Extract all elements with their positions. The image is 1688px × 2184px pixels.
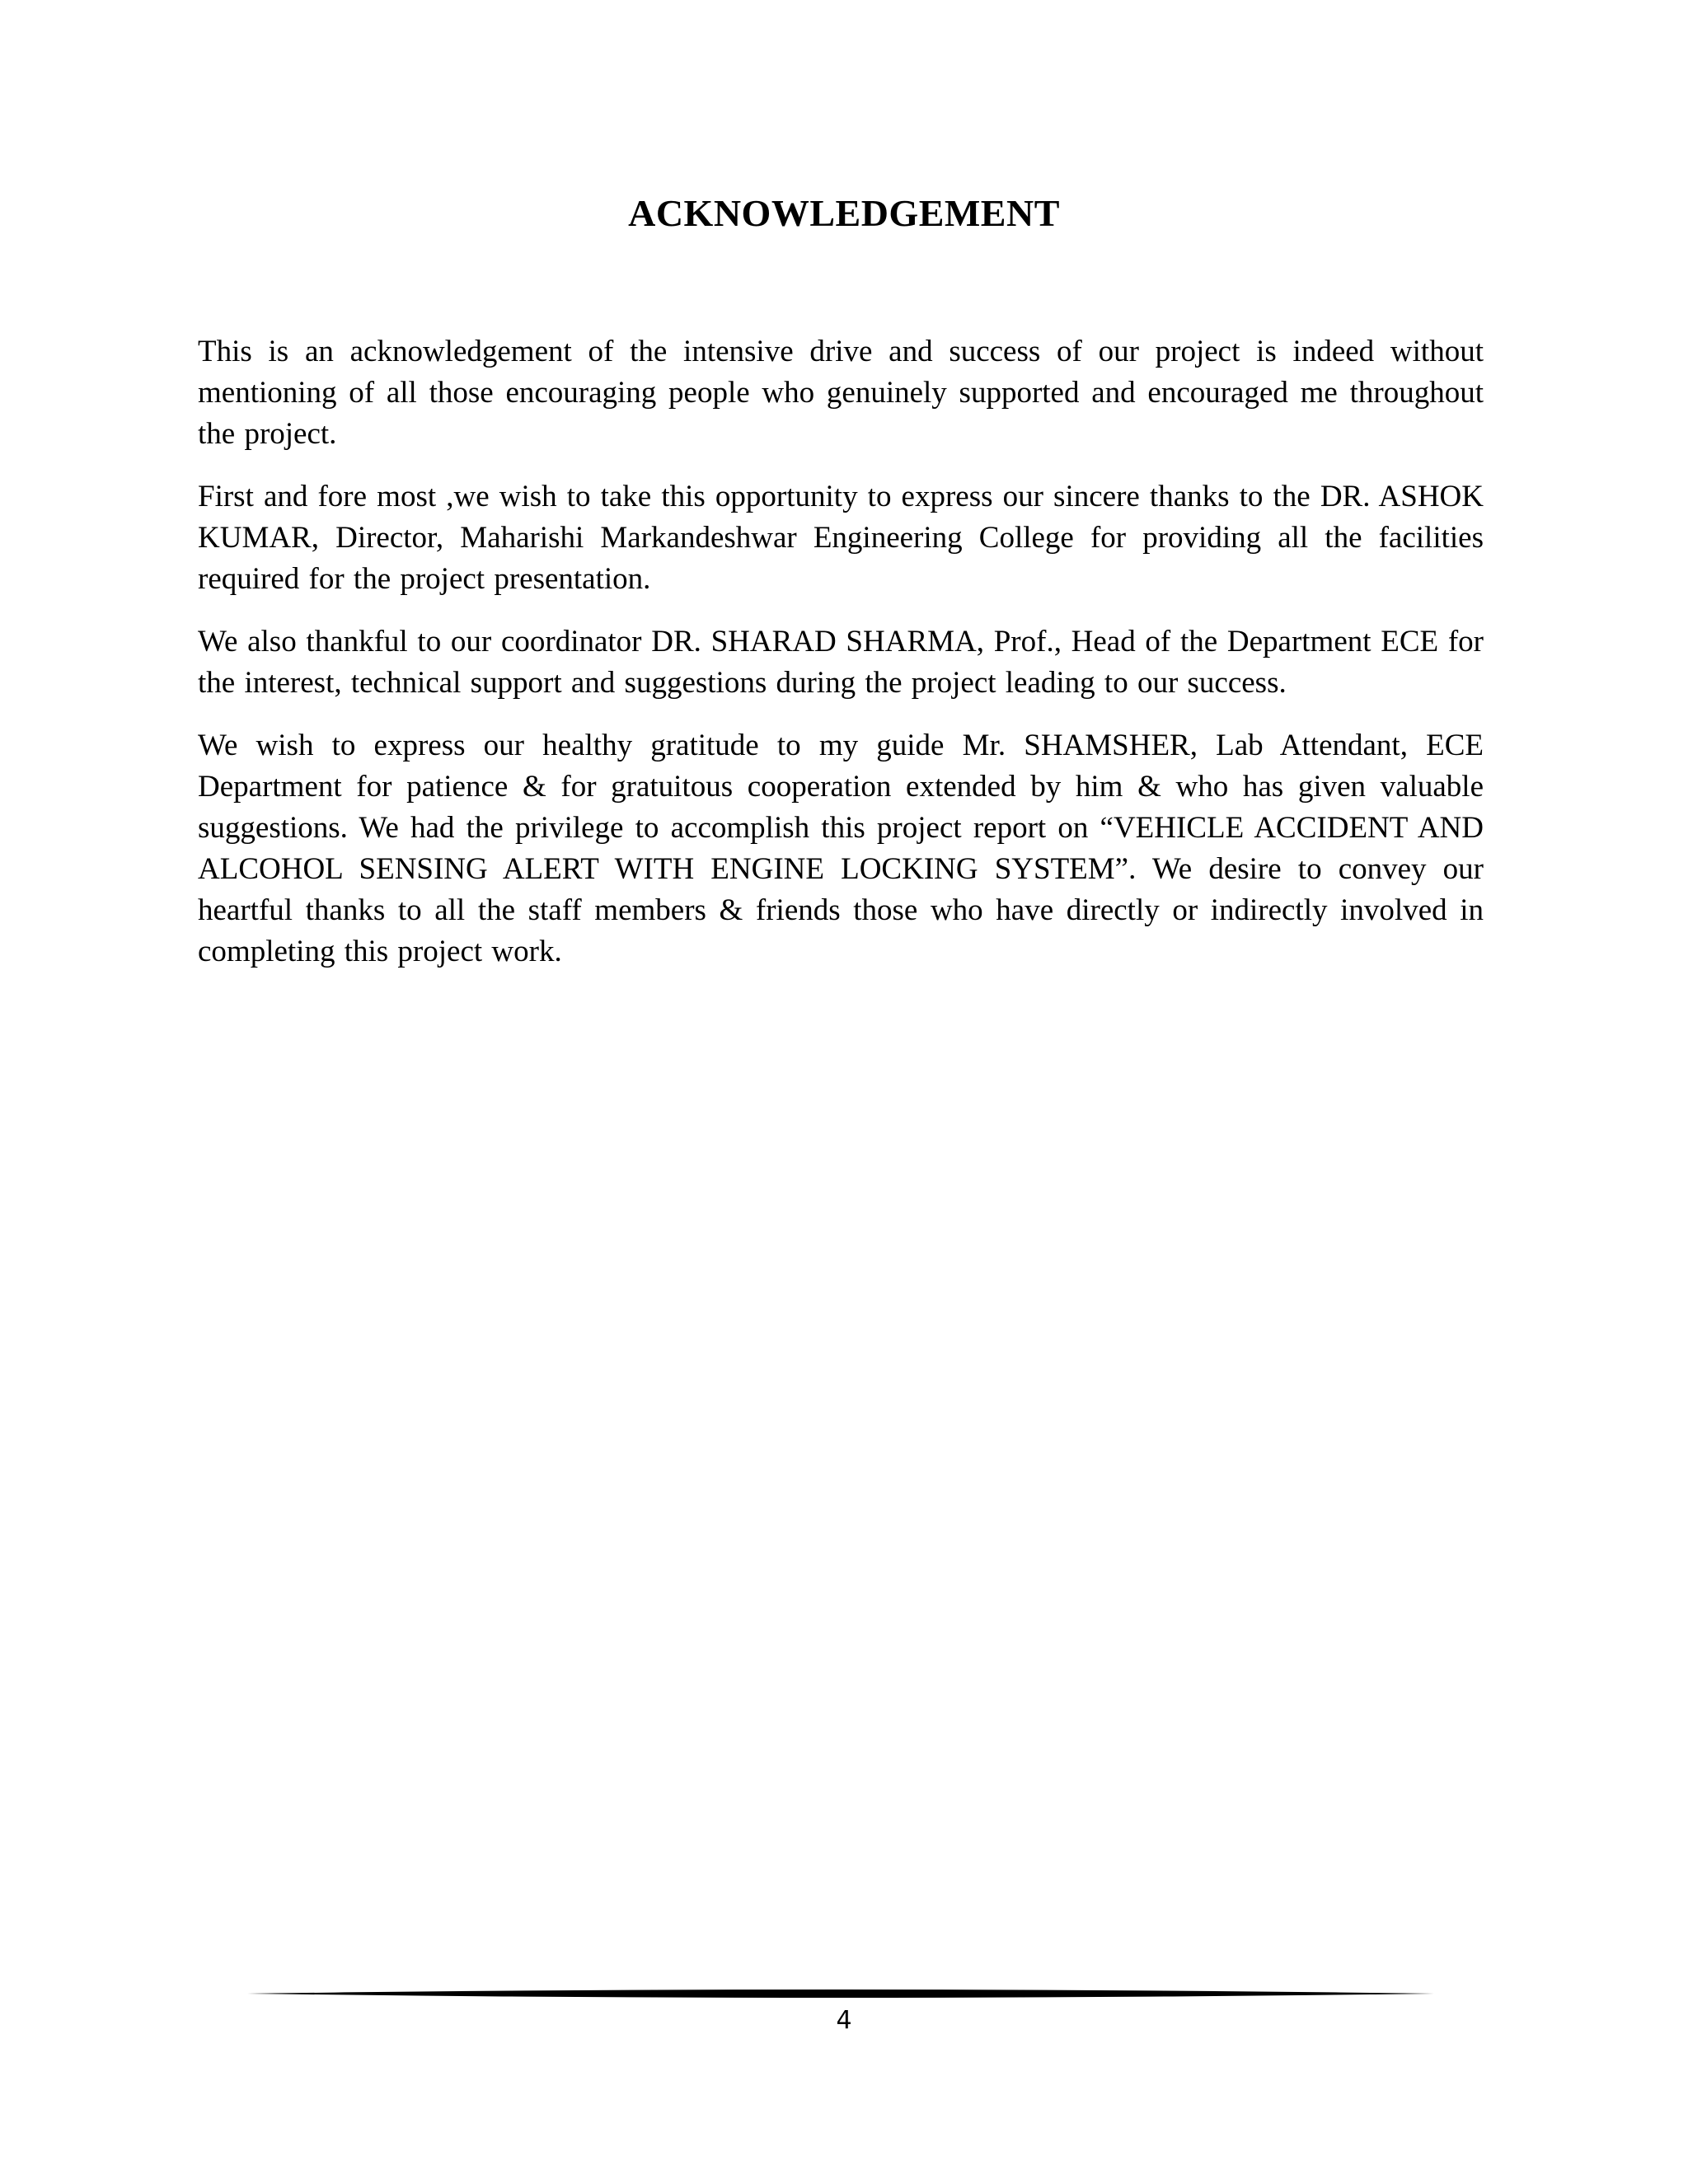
footer-divider xyxy=(247,1986,1434,2001)
paragraph-director-thanks: First and fore most ,we wish to take this opportunity to express our sincere thanks to the DR. ASHOK KUMAR, Director, Maharishi Markandeshwar Engineering College for providing all the facilities required for the project presentation. xyxy=(198,480,1484,596)
page-number: 4 xyxy=(836,2006,852,2035)
paragraph-intro: This is an acknowledgement of the intensive drive and success of our project is indeed without mentioning of all those encouraging people who genuinely supported and encouraged me throughout the project. xyxy=(198,335,1484,451)
page-title: ACKNOWLEDGEMENT xyxy=(628,192,1060,234)
paragraph-coordinator-thanks: We also thankful to our coordinator DR. SHARAD SHARMA, Prof., Head of the Department ECE for the interest, technical support and suggestions during the project leading to our success. xyxy=(198,625,1484,700)
acknowledgement-body xyxy=(198,331,1484,994)
paragraph-guide-thanks: We wish to express our healthy gratitude to my guide Mr. SHAMSHER, Lab Attendant, ECE Department for patience & for gratuitous cooperation extended by him & who has given valuable suggestions. We had the privilege to accomplish this project report on “VEHICLE ACCIDENT AND ALCOHOL SENSING ALERT WITH ENGINE LOCKING SYSTEM”. We desire to convey our heartful thanks to all the staff members & friends those who have directly or indirectly involved in completing this project work. xyxy=(198,729,1484,968)
